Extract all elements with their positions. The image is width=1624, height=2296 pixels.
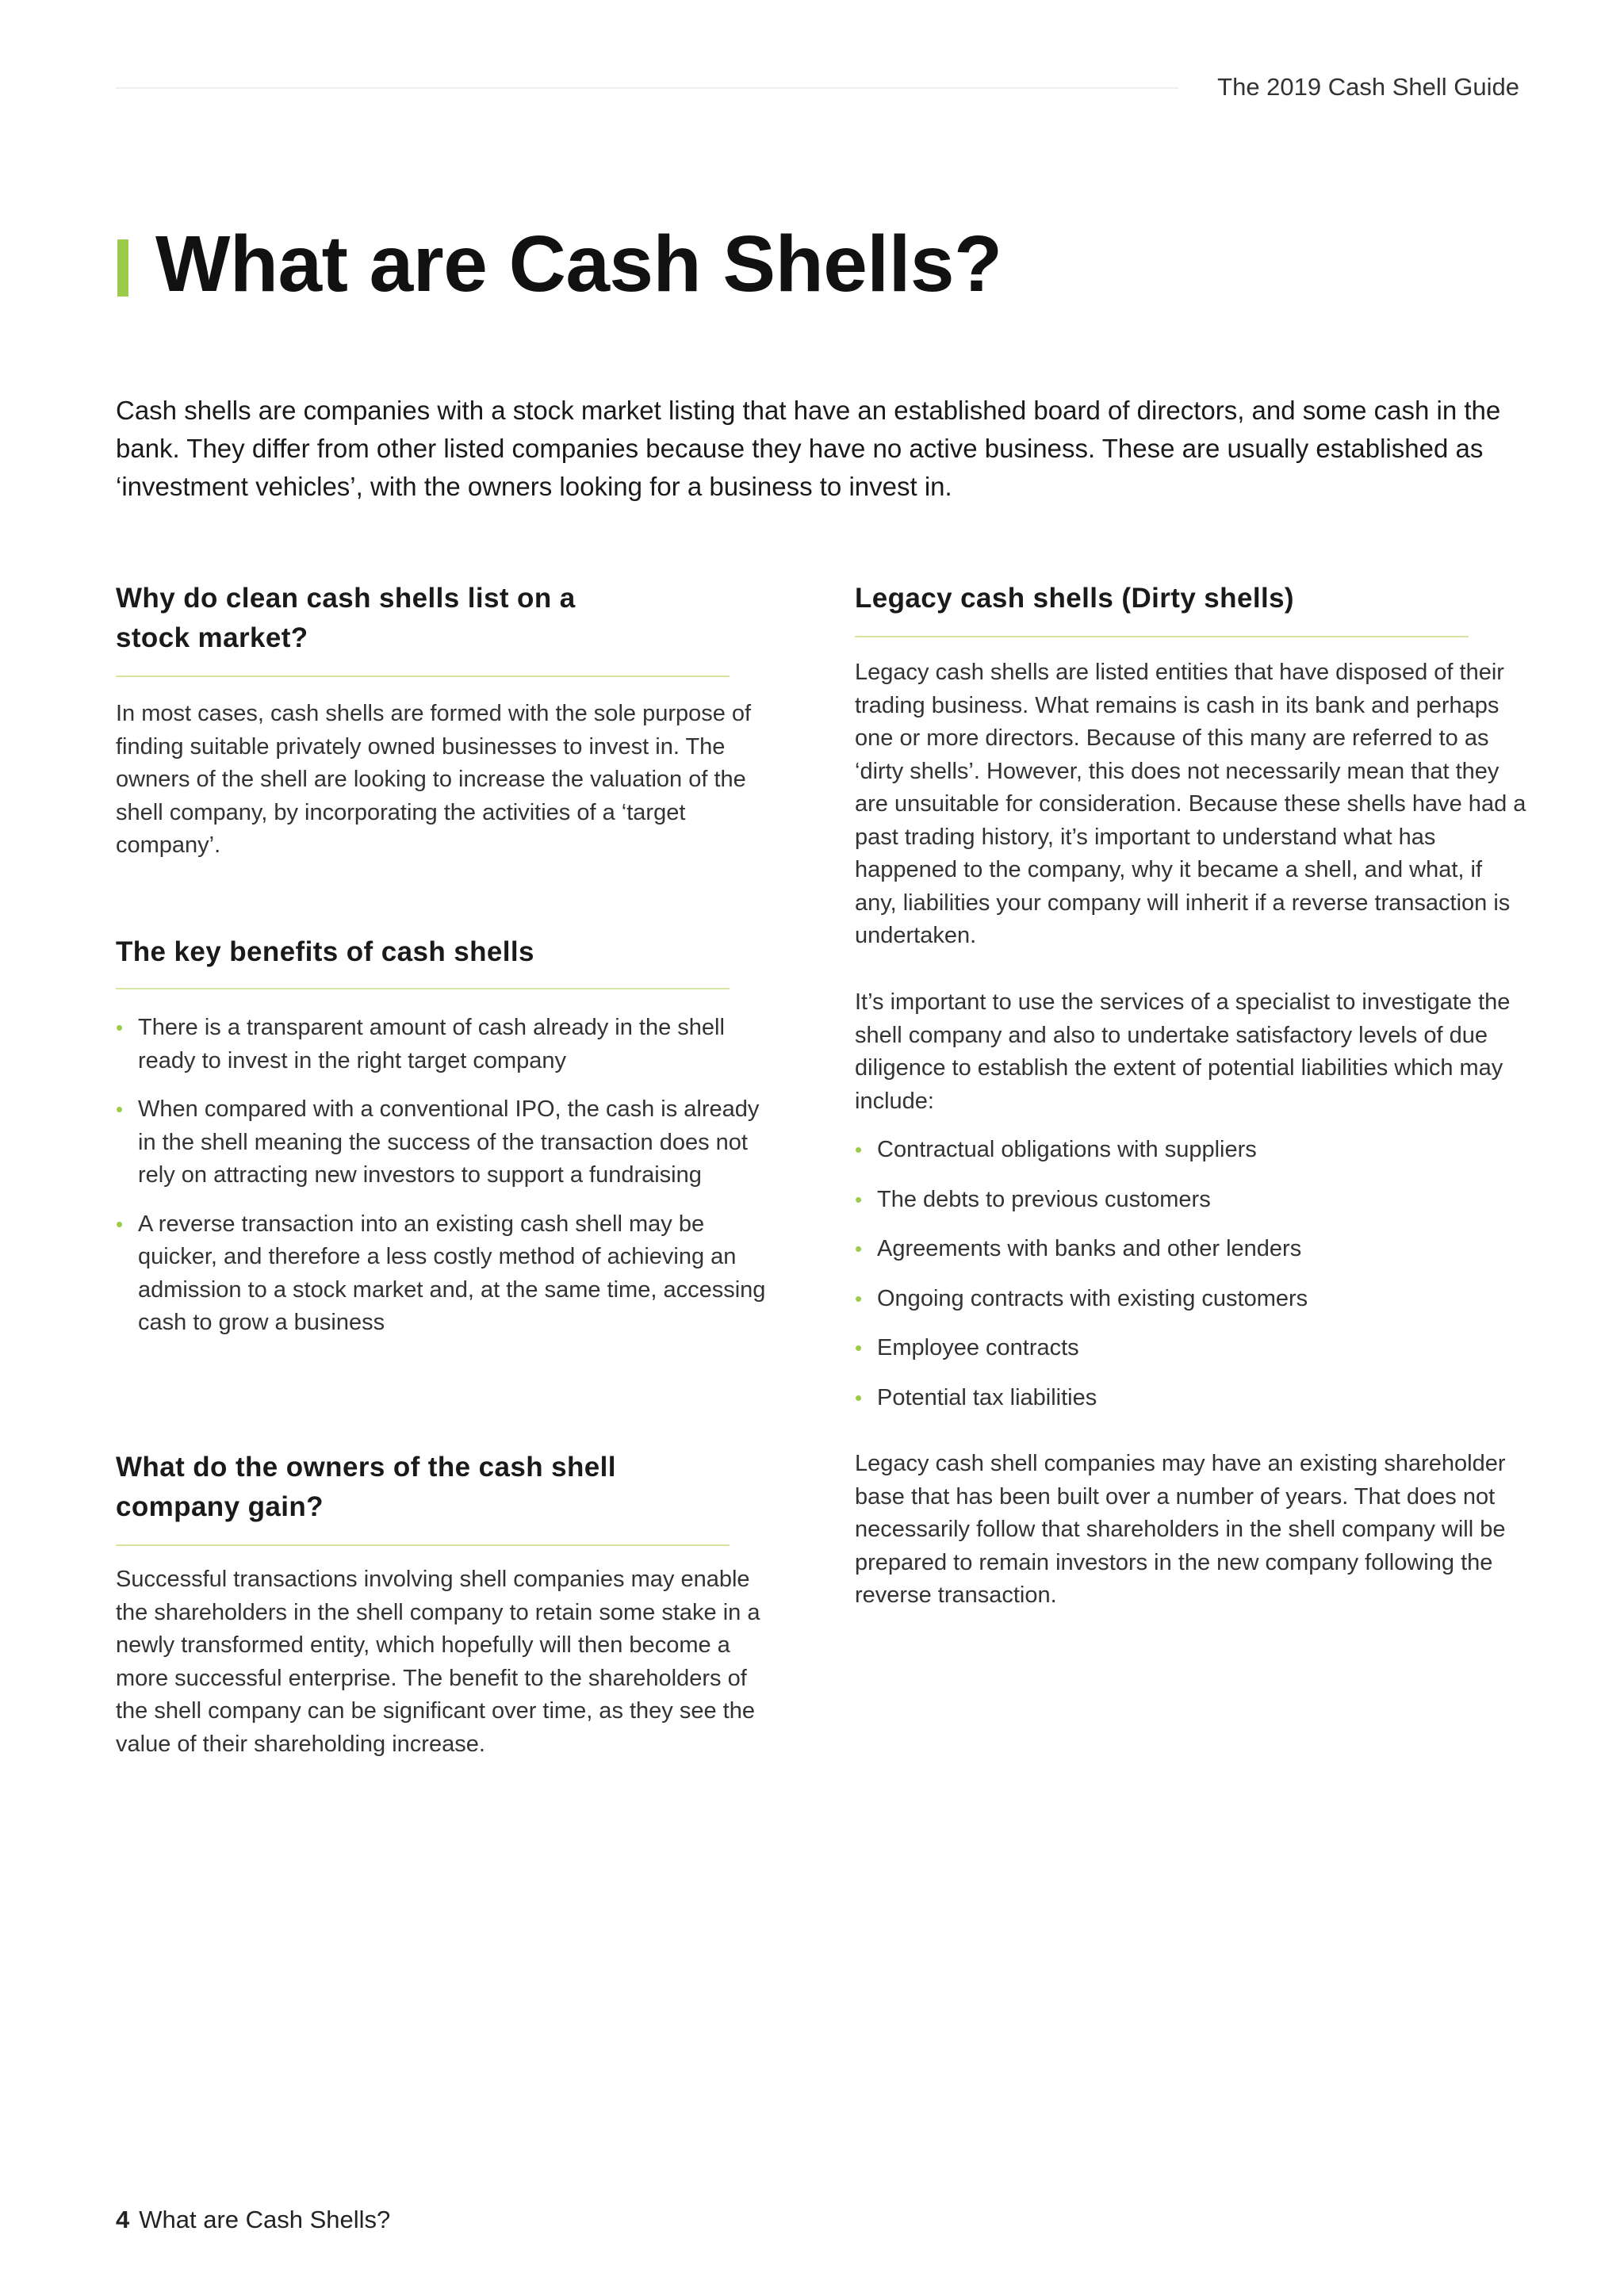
list-item: • There is a transparent amount of cash already in the shell ready to invest in the right target company [116,1012,774,1077]
list-item: • Employee contracts [855,1332,1521,1365]
bullet-dot-icon: • [855,1385,863,1410]
heading-legacy-shells: Legacy cash shells (Dirty shells) [855,583,1294,614]
heading-key-benefits: The key benefits of cash shells [116,936,534,967]
running-title: The 2019 Cash Shell Guide [1217,73,1519,101]
paragraph-shareholder-base: Legacy cash shell companies may have an existing shareholder base that has been built over a number of years. That does not necessarily follow that shareholders in the shell company will be prepared to remain investors in the new company following the reverse transaction. [855,1451,1506,1608]
page-number: 4 [116,2206,130,2233]
heading-divider [116,988,730,989]
title-accent-bar [117,239,128,297]
paragraph-specialist: It’s important to use the services of a specialist to investigate the shell company and also to undertake satisfactory levels of due diligence to establish the extent of potential liabilities which may include: [855,989,1511,1114]
heading-divider [855,636,1469,637]
paragraph-legacy-intro: Legacy cash shells are listed entities that have disposed of their trading business. What remains is cash in its bank and perhaps one or more directors. Because of this many are referred to as ‘dirty shells’. However, this does not necessarily mean that they are unsuitable for consideration. Because these shells have had a past trading history, it’s important to understand what has happened to the company, why it became a shell, and what, if any, liabilities your company will inherit if a reverse transaction is undertaken. [855,660,1526,948]
list-item: • The debts to previous customers [855,1184,1521,1217]
liabilities-list [855,1134,1521,1431]
page-title: What are Cash Shells? [155,220,1002,308]
heading-divider [116,675,730,677]
heading-owners-gain: What do the owners of the cash shell company gain? [116,1452,616,1522]
footer-section-label: What are Cash Shells? [139,2206,391,2233]
bullet-dot-icon: • [855,1138,863,1161]
paragraph-why-list: In most cases, cash shells are formed with the sole purpose of finding suitable privately owned businesses to invest in. The owners of the shell are looking to increase the valuation of the shell company, by incorporating the activities of a ‘target company’. [116,701,752,858]
page-footer [116,2206,390,2234]
bullet-dot-icon: • [116,1016,124,1039]
bullet-dot-icon: • [116,1211,124,1236]
paragraph-owners-gain: Successful transactions involving shell companies may enable the shareholders in the shell company to retain some stake in a newly transformed entity, which hopefully will then become a more successful enterprise. The benefit to the shareholders of the shell company can be significant over time, as they see the value of their shareholding increase. [116,1567,760,1757]
heading-divider [116,1544,730,1546]
list-item: • Contractual obligations with suppliers [855,1134,1521,1167]
bullet-dot-icon: • [855,1286,863,1311]
benefits-list [116,1012,774,1356]
list-item: • A reverse transaction into an existing cash shell may be quicker, and therefore a less costly method of achieving an admission to a stock market and, at the same time, accessing cash to grow a business [116,1208,774,1340]
bullet-dot-icon: • [855,1336,863,1360]
header-divider [116,87,1178,89]
list-item: • Ongoing contracts with existing customers [855,1283,1521,1316]
list-item: • Agreements with banks and other lenders [855,1233,1521,1266]
bullet-dot-icon: • [855,1187,863,1211]
list-item: • Potential tax liabilities [855,1382,1521,1415]
bullet-dot-icon: • [855,1237,863,1261]
heading-why-list: Why do clean cash shells list on a stock market? [116,583,576,653]
intro-paragraph: Cash shells are companies with a stock market listing that have an established board of directors, and some cash in the bank. They differ from other listed companies because they have no active business. These are usually established as ‘investment vehicles’, with the owners looking for a business to invest in. [116,396,1501,501]
bullet-dot-icon: • [116,1097,124,1121]
list-item: • When compared with a conventional IPO, the cash is already in the shell meaning the success of the transaction does not rely on attracting new investors to support a fundraising [116,1093,774,1192]
